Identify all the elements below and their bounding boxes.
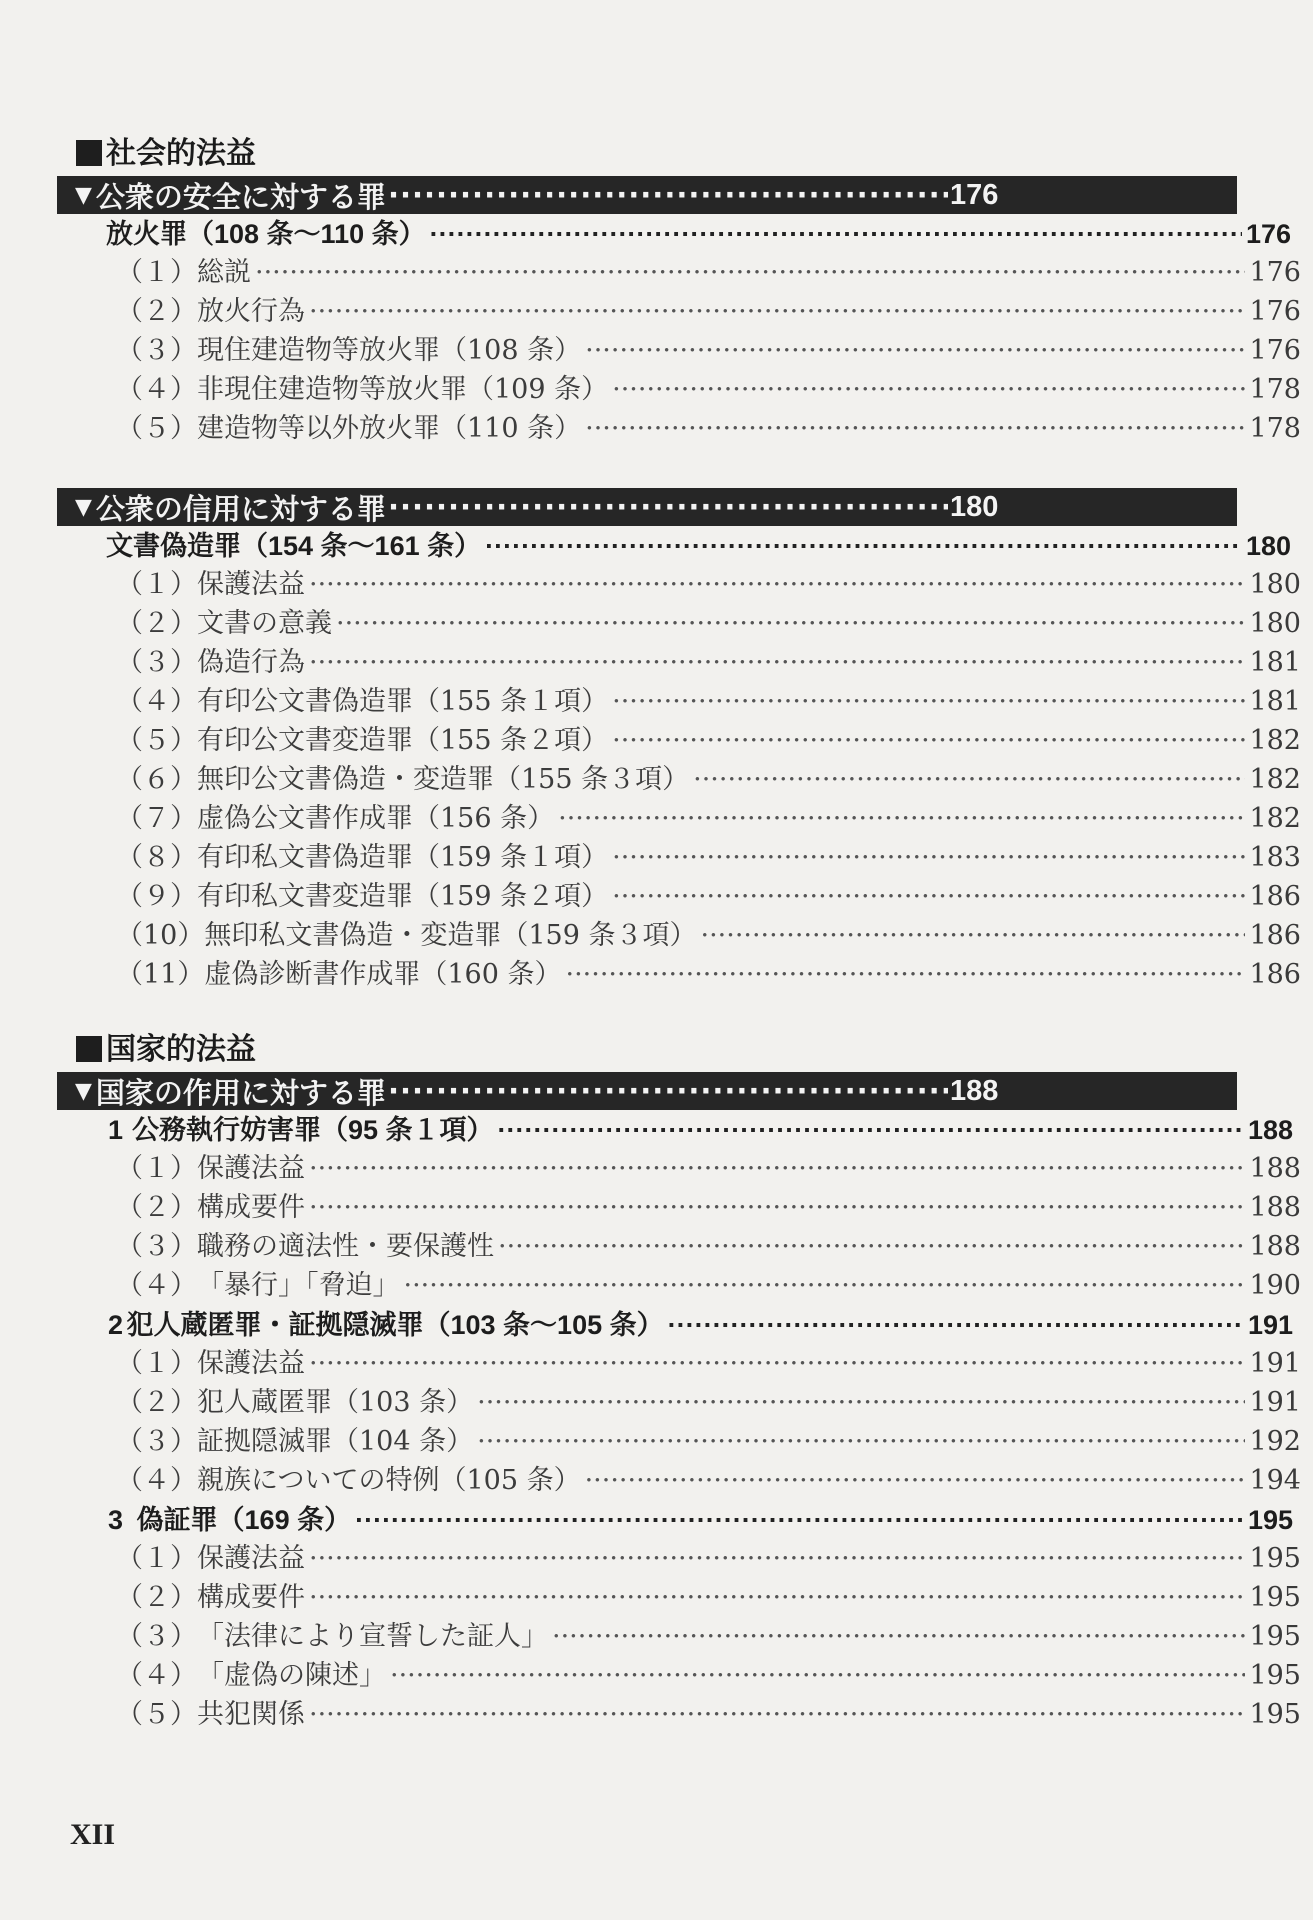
leader-dots bbox=[336, 606, 1245, 642]
item-number: （６） bbox=[116, 764, 197, 795]
leader-dots bbox=[485, 528, 1242, 564]
section-page: 195 bbox=[1247, 1505, 1293, 1535]
toc-item-row[interactable] bbox=[0, 762, 1301, 798]
chapter-page: 176 bbox=[949, 178, 999, 211]
item-title: 保護法益 bbox=[197, 569, 305, 600]
leader-dots bbox=[612, 372, 1245, 408]
leader-dots bbox=[612, 840, 1245, 876]
toc-item-row[interactable] bbox=[0, 1229, 1301, 1265]
item-title: 放火行為 bbox=[197, 296, 305, 327]
part-heading bbox=[76, 136, 256, 172]
part-title: 国家的法益 bbox=[106, 1032, 256, 1067]
item-title: 偽造行為 bbox=[197, 647, 305, 678]
item-title: 虚偽診断書作成罪（160 条） bbox=[204, 959, 562, 990]
leader-dots bbox=[612, 879, 1245, 915]
toc-item-row[interactable] bbox=[0, 918, 1301, 954]
item-number: （４） bbox=[116, 374, 197, 405]
item-number: （２） bbox=[116, 296, 197, 327]
item-number: （１） bbox=[116, 1153, 197, 1184]
item-title: 建造物等以外放火罪（110 条） bbox=[197, 413, 582, 444]
section-title: 文書偽造罪（154 条〜161 条） bbox=[106, 531, 482, 561]
chapter-bar[interactable] bbox=[57, 1072, 1237, 1110]
triangle-down-icon: ▼ bbox=[75, 182, 92, 208]
leader-dots bbox=[404, 1268, 1246, 1304]
leader-dots bbox=[700, 918, 1245, 954]
item-number: （11） bbox=[116, 959, 205, 990]
section-title: 放火罪（108 条〜110 条） bbox=[106, 219, 426, 249]
item-title: 虚偽公文書作成罪（156 条） bbox=[197, 803, 555, 834]
section-page: 180 bbox=[1245, 531, 1291, 561]
leader-dots bbox=[390, 1658, 1245, 1694]
section-title: 偽証罪（169 条） bbox=[136, 1505, 352, 1535]
item-title: 証拠隠滅罪（104 条） bbox=[197, 1426, 474, 1457]
item-number: （２） bbox=[116, 608, 197, 639]
item-page: 192 bbox=[1249, 1426, 1301, 1457]
item-number: （３） bbox=[116, 647, 197, 678]
item-number: （４） bbox=[116, 1270, 197, 1301]
part-title: 社会的法益 bbox=[106, 136, 256, 171]
item-number: （３） bbox=[116, 1426, 197, 1457]
section-number: 1 bbox=[108, 1115, 124, 1145]
leader-dots bbox=[552, 1619, 1245, 1655]
item-page: 195 bbox=[1249, 1543, 1301, 1574]
item-number: （４） bbox=[116, 686, 197, 717]
item-title: 無印公文書偽造・変造罪（155 条３項） bbox=[197, 764, 690, 795]
item-number: （２） bbox=[116, 1387, 197, 1418]
leader-dots bbox=[585, 333, 1245, 369]
part-heading bbox=[76, 1032, 256, 1068]
leader-dots bbox=[585, 1463, 1246, 1499]
leader-dots bbox=[309, 1697, 1245, 1733]
item-title: 構成要件 bbox=[197, 1192, 305, 1223]
item-page: 195 bbox=[1249, 1660, 1301, 1691]
leader-dots bbox=[355, 1502, 1244, 1538]
leader-dots bbox=[585, 411, 1245, 447]
item-number: （９） bbox=[116, 881, 197, 912]
section-row[interactable] bbox=[0, 1112, 1293, 1148]
item-page: 188 bbox=[1249, 1153, 1301, 1184]
item-title: 総説 bbox=[197, 257, 251, 288]
chapter-bar[interactable] bbox=[57, 176, 1237, 214]
leader-dots bbox=[309, 567, 1245, 603]
item-number: （４） bbox=[116, 1660, 197, 1691]
section-row[interactable] bbox=[0, 216, 1291, 252]
item-title: 親族についての特例（105 条） bbox=[197, 1465, 581, 1496]
item-title: 保護法益 bbox=[197, 1348, 305, 1379]
leader-dots bbox=[693, 762, 1245, 798]
item-title: 有印公文書変造罪（155 条２項） bbox=[197, 725, 609, 756]
leader-dots bbox=[612, 684, 1245, 720]
section-row[interactable] bbox=[0, 1307, 1293, 1343]
toc-item-row[interactable] bbox=[0, 606, 1301, 642]
item-number: （１） bbox=[116, 257, 197, 288]
leader-dots bbox=[565, 957, 1245, 993]
item-number: （２） bbox=[116, 1192, 197, 1223]
item-page: 182 bbox=[1249, 803, 1301, 834]
square-bullet-icon bbox=[76, 1036, 102, 1062]
item-title: 保護法益 bbox=[197, 1543, 305, 1574]
item-number: （４） bbox=[116, 1465, 197, 1496]
item-page: 186 bbox=[1249, 959, 1301, 990]
item-page: 195 bbox=[1249, 1699, 1301, 1730]
leader-dots bbox=[309, 1190, 1245, 1226]
triangle-down-icon: ▼ bbox=[75, 1078, 92, 1104]
toc-item-row[interactable] bbox=[0, 411, 1301, 447]
section-number: 3 bbox=[108, 1505, 124, 1535]
toc-item-row[interactable] bbox=[0, 255, 1301, 291]
item-number: （２） bbox=[116, 1582, 197, 1613]
item-page: 190 bbox=[1249, 1270, 1301, 1301]
item-title: 共犯関係 bbox=[197, 1699, 305, 1730]
section-number: 2 bbox=[108, 1310, 124, 1340]
triangle-down-icon: ▼ bbox=[75, 494, 92, 520]
item-number: （10） bbox=[116, 920, 205, 951]
chapter-title: 国家の作用に対する罪 bbox=[95, 1075, 386, 1110]
item-page: 180 bbox=[1249, 608, 1301, 639]
item-title: 有印公文書偽造罪（155 条１項） bbox=[197, 686, 609, 717]
toc-item-row[interactable] bbox=[0, 567, 1301, 603]
item-page: 194 bbox=[1249, 1465, 1301, 1496]
item-page: 176 bbox=[1249, 296, 1301, 327]
item-page: 178 bbox=[1249, 413, 1301, 444]
item-number: （５） bbox=[116, 413, 197, 444]
leader-dots bbox=[477, 1424, 1245, 1460]
toc-item-row[interactable] bbox=[0, 684, 1301, 720]
item-page: 191 bbox=[1249, 1348, 1301, 1379]
leader-dots bbox=[668, 1307, 1244, 1343]
leader-dots bbox=[558, 801, 1245, 837]
item-title: 無印私文書偽造・変造罪（159 条３項） bbox=[204, 920, 697, 951]
leader-dots bbox=[309, 1151, 1245, 1187]
item-title: 「虚偽の陳述」 bbox=[197, 1660, 386, 1691]
item-page: 186 bbox=[1249, 881, 1301, 912]
item-title: 保護法益 bbox=[197, 1153, 305, 1184]
toc-item-row[interactable] bbox=[0, 1619, 1301, 1655]
leader-dots bbox=[388, 178, 948, 212]
item-number: （８） bbox=[116, 842, 197, 873]
toc-item-row[interactable] bbox=[0, 1268, 1301, 1304]
chapter-title: 公衆の安全に対する罪 bbox=[95, 179, 386, 214]
item-title: 職務の適法性・要保護性 bbox=[197, 1231, 494, 1262]
item-title: 「暴行」「脅迫」 bbox=[197, 1270, 400, 1301]
item-title: 犯人蔵匿罪（103 条） bbox=[197, 1387, 474, 1418]
item-title: 「法律により宣誓した証人」 bbox=[197, 1621, 548, 1652]
item-page: 186 bbox=[1249, 920, 1301, 951]
toc-item-row[interactable] bbox=[0, 957, 1301, 993]
leader-dots bbox=[309, 1541, 1245, 1577]
chapter-bar[interactable] bbox=[57, 488, 1237, 526]
item-page: 182 bbox=[1249, 764, 1301, 795]
square-bullet-icon bbox=[76, 140, 102, 166]
item-page: 191 bbox=[1249, 1387, 1301, 1418]
toc-item-row[interactable] bbox=[0, 1658, 1301, 1694]
item-title: 非現住建造物等放火罪（109 条） bbox=[197, 374, 609, 405]
toc-item-row[interactable] bbox=[0, 645, 1301, 681]
item-page: 195 bbox=[1249, 1582, 1301, 1613]
toc-item-row[interactable] bbox=[0, 294, 1301, 330]
item-page: 176 bbox=[1249, 257, 1301, 288]
item-page: 181 bbox=[1249, 647, 1301, 678]
item-title: 文書の意義 bbox=[197, 608, 332, 639]
leader-dots bbox=[309, 1346, 1245, 1382]
toc-item-row[interactable] bbox=[0, 1463, 1301, 1499]
toc-item-row[interactable] bbox=[0, 1424, 1301, 1460]
leader-dots bbox=[309, 645, 1245, 681]
chapter-page: 180 bbox=[949, 490, 999, 523]
item-page: 176 bbox=[1249, 335, 1301, 366]
item-page: 188 bbox=[1249, 1231, 1301, 1262]
item-title: 有印私文書偽造罪（159 条１項） bbox=[197, 842, 609, 873]
toc-item-row[interactable] bbox=[0, 1190, 1301, 1226]
section-row[interactable] bbox=[0, 528, 1291, 564]
toc-item-row[interactable] bbox=[0, 1580, 1301, 1616]
item-page: 182 bbox=[1249, 725, 1301, 756]
toc-item-row[interactable] bbox=[0, 372, 1301, 408]
toc-item-row[interactable] bbox=[0, 1385, 1301, 1421]
leader-dots bbox=[255, 255, 1245, 291]
leader-dots bbox=[309, 294, 1245, 330]
toc-item-row[interactable] bbox=[0, 879, 1301, 915]
item-number: （３） bbox=[116, 335, 197, 366]
section-title: 公務執行妨害罪（95 条１項） bbox=[131, 1115, 494, 1145]
item-number: （５） bbox=[116, 1699, 197, 1730]
section-row[interactable] bbox=[0, 1502, 1293, 1538]
section-page: 176 bbox=[1245, 219, 1291, 249]
item-page: 181 bbox=[1249, 686, 1301, 717]
chapter-page: 188 bbox=[949, 1074, 999, 1107]
toc-item-row[interactable] bbox=[0, 840, 1301, 876]
item-number: （７） bbox=[116, 803, 197, 834]
leader-dots bbox=[430, 216, 1242, 252]
item-number: （３） bbox=[116, 1621, 197, 1652]
item-page: 183 bbox=[1249, 842, 1301, 873]
leader-dots bbox=[388, 490, 948, 524]
item-number: （１） bbox=[116, 569, 197, 600]
leader-dots bbox=[612, 723, 1245, 759]
leader-dots bbox=[309, 1580, 1245, 1616]
toc-item-row[interactable] bbox=[0, 333, 1301, 369]
item-number: （５） bbox=[116, 725, 197, 756]
item-number: （３） bbox=[116, 1231, 197, 1262]
item-title: 構成要件 bbox=[197, 1582, 305, 1613]
chapter-title: 公衆の信用に対する罪 bbox=[95, 491, 386, 526]
page-number: XII bbox=[70, 1818, 116, 1851]
item-number: （１） bbox=[116, 1543, 197, 1574]
section-title: 犯人蔵匿罪・証拠隠滅罪（103 条〜105 条） bbox=[126, 1310, 664, 1340]
item-page: 178 bbox=[1249, 374, 1301, 405]
item-title: 現住建造物等放火罪（108 条） bbox=[197, 335, 582, 366]
section-page: 188 bbox=[1247, 1115, 1293, 1145]
leader-dots bbox=[388, 1074, 948, 1108]
leader-dots bbox=[498, 1112, 1244, 1148]
toc-item-row[interactable] bbox=[0, 1346, 1301, 1382]
toc-item-row[interactable] bbox=[0, 1541, 1301, 1577]
item-title: 有印私文書変造罪（159 条２項） bbox=[197, 881, 609, 912]
item-page: 180 bbox=[1249, 569, 1301, 600]
leader-dots bbox=[477, 1385, 1245, 1421]
section-page: 191 bbox=[1247, 1310, 1293, 1340]
toc-item-row[interactable] bbox=[0, 801, 1301, 837]
item-number: （１） bbox=[116, 1348, 197, 1379]
item-page: 195 bbox=[1249, 1621, 1301, 1652]
toc-item-row[interactable] bbox=[0, 1697, 1301, 1733]
toc-item-row[interactable] bbox=[0, 723, 1301, 759]
item-page: 188 bbox=[1249, 1192, 1301, 1223]
toc-item-row[interactable] bbox=[0, 1151, 1301, 1187]
leader-dots bbox=[498, 1229, 1245, 1265]
